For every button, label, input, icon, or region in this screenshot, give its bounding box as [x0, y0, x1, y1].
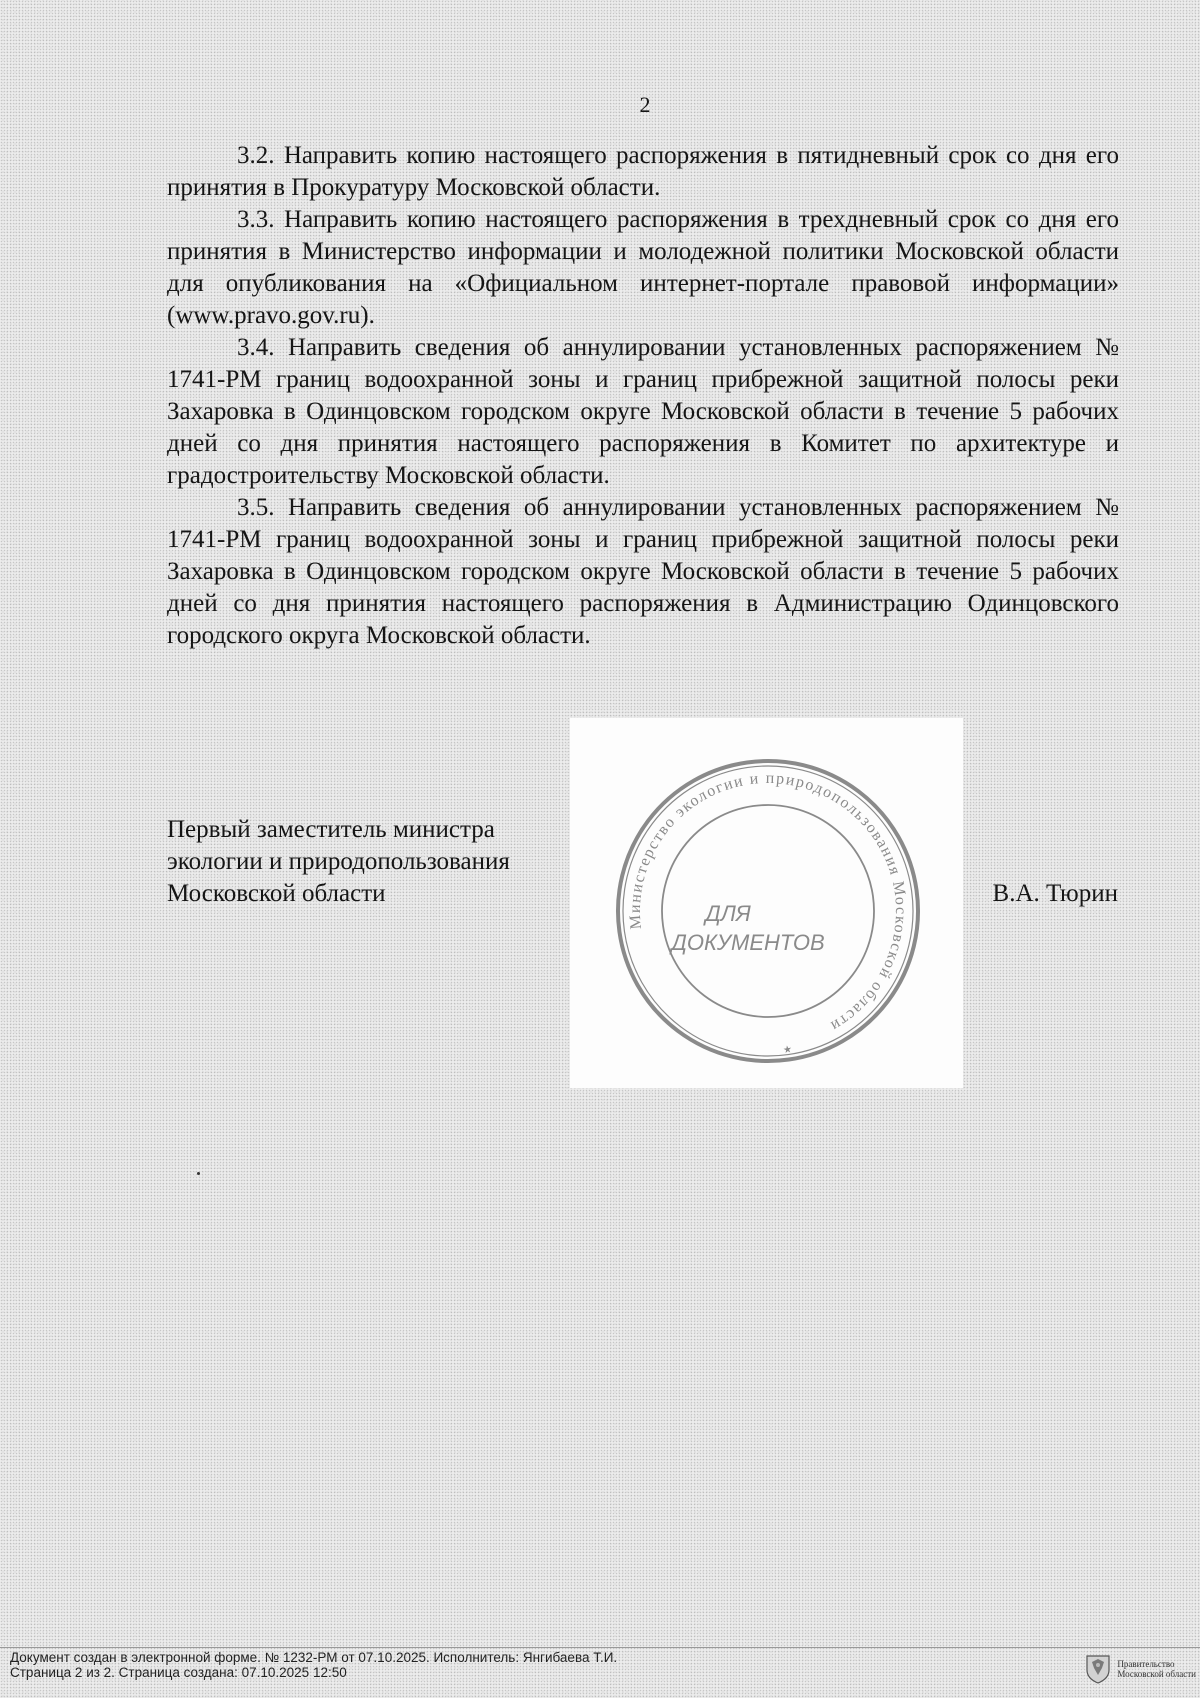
stamp-ring-text: Министерство экологии и природопользования Московской области — [626, 769, 910, 1036]
signer-position-line-2: экологии и природопользования — [167, 848, 510, 875]
signature-block — [167, 814, 587, 910]
stamp-center-line-1: ДЛЯ — [705, 901, 751, 926]
logo-text — [1117, 1659, 1196, 1679]
logo-line-1: Правительство — [1117, 1659, 1175, 1669]
paragraph-3-2: 3.2. Направить копию настоящего распоряжения в пятидневный срок со дня его принятия в Прокуратуру Московской области. — [167, 142, 1119, 201]
signer-position-line-3: Московской области — [167, 880, 386, 907]
footer — [10, 1650, 617, 1680]
page-number: 2 — [639, 92, 651, 117]
paragraph-3-5: 3.5. Направить сведения об аннулировании установленных распоряжением № 1741-РМ границ водоохранной зоны и границ прибрежной защитной полосы реки Захаровка в Одинцовском городском округе Московской области в течение 5 рабочих дней со дня принятия настоящего распоряжения в Администрацию Одинцовского городского округа Московской области. — [167, 494, 1119, 649]
logo-line-2: Московской области — [1117, 1669, 1196, 1679]
stamp-seal-graphic — [570, 718, 963, 1088]
footer-page-info: Страница 2 из 2. Страница создана: 07.10.2025 12:50 — [10, 1665, 347, 1680]
official-stamp — [570, 718, 963, 1088]
document-body — [167, 140, 1119, 652]
stamp-star-icon: ★ — [782, 1044, 793, 1057]
paragraph-3-4: 3.4. Направить сведения об аннулировании установленных распоряжением № 1741-РМ границ водоохранной зоны и границ прибрежной защитной полосы реки Захаровка в Одинцовском городском округе Московской области в течение 5 рабочих дней со дня принятия настоящего распоряжения в Комитет по архитектуре и градостроительству Московской области. — [167, 334, 1119, 489]
scan-speck — [197, 1172, 200, 1175]
paragraph-3-3: 3.3. Направить копию настоящего распоряжения в трехдневный срок со дня его принятия в Министерство информации и молодежной политики Московской области для опубликования на «Официальном интернет-портале правовой информации» (www.pravo.gov.ru). — [167, 206, 1119, 329]
footer-document-info: Документ создан в электронной форме. № 1232-РМ от 07.10.2025. Исполнитель: Янгибаева Т.И. — [10, 1650, 618, 1665]
stamp-center-line-2: ДОКУМЕНТОВ — [671, 930, 825, 955]
government-logo — [1085, 1654, 1196, 1684]
signer-position-line-1: Первый заместитель министра — [167, 816, 495, 843]
footer-divider — [0, 1647, 1200, 1648]
coat-of-arms-icon — [1085, 1654, 1111, 1684]
signer-name: В.А. Тюрин — [992, 880, 1118, 907]
